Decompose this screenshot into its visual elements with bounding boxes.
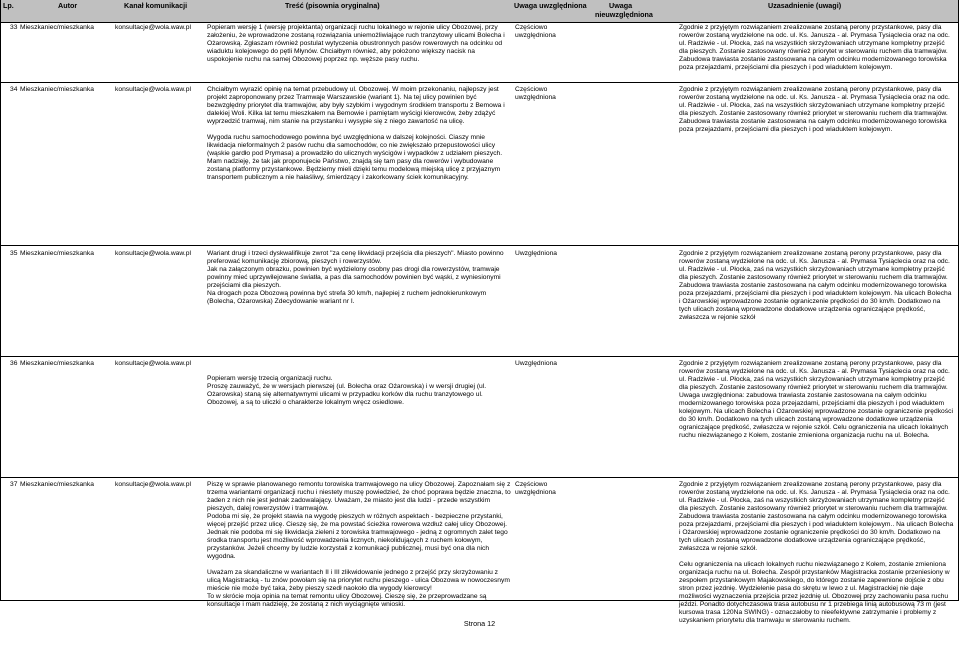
row-channel: konsultacje@wola.waw.pl [115,360,191,367]
table-border-left [0,0,1,600]
row-number: 35 [10,250,18,257]
row-content: Popieram wersję 1 (wersję projektanta) organizacji ruchu lokalnego w rejonie ulicy Obozowej, przy założeniu, że wprowadzone zostaną rozwiązania uniemożliwiające ruch tranzytowy ulicami Bolecha i Ożarowską. Zgłaszam również postulat wytyczenia obustronnych pasów rowerowych na odcinku od wiaduktu kolejowego do pętli Młynów. Chciałbym również, aby położono większy nacisk na uspokojenie ruchu na samej Obozowej poprzez np. węższe pasy ruchu. [207,24,505,63]
row-accepted: Uwzględniona [515,360,558,367]
col-nieuwzg-2: nieuwzględniona [595,10,653,19]
col-tresc: Treść (pisownia oryginalna) [285,1,380,10]
row-divider [0,245,959,246]
row-justification: Zgodnie z przyjętym rozwiązaniem zrealizowane zostaną perony przystankowe, pasy dla rowerów zostaną wydzielone na odc. ul. Ks. Janusza - al. Prymasa Tysiąclecia oraz na odc. ul. Radziwie - ul. Płocka, zaś na wszystkich skrzyżowaniach utrzymane kompletny przejść dla pieszych. Zostanie zastosowany również priorytet w sterowaniu ruchem dla tramwajów. Zabudowa trawiasta zostanie zastosowana na całym odcinku modernizowanego torowiska poza przejazdami, przejściami dla pieszych i pod wiaduktem kolejowym. [679,24,950,71]
row-author: Mieszkaniec/mieszkanka [20,250,94,257]
row-justification: Zgodnie z przyjętym rozwiązaniem zrealizowane zostaną perony przystankowe, pasy dla rowerów zostaną wydzielone na odc. ul. Ks. Janusza - al. Prymasa Tysiąclecia oraz na odc. ul. Radziwie - ul. Płocka, zaś na wszystkich skrzyżowaniach utrzymane kompletny przejść dla pieszych. Zostanie zastosowany również priorytet w sterowaniu ruchem dla tramwajów. Zabudowa trawiasta zostanie zastosowana na całym odcinku modernizowanego torowiska poza przejazdami, przejściami dla pieszych i pod wiaduktem kolejowym. [679,86,950,133]
row-channel: konsultacje@wola.waw.pl [115,481,191,488]
col-kanal: Kanał komunikacji [124,1,188,10]
row-accepted: Częściowo uwzględniona [515,481,556,496]
table-header [0,0,959,22]
row-number: 36 [10,360,18,367]
row-author: Mieszkaniec/mieszkanka [20,481,94,488]
col-uzas: Uzasadnienie (uwagi) [768,1,842,10]
row-channel: konsultacje@wola.waw.pl [115,24,191,31]
row-divider [0,82,959,83]
col-lp: Lp. [3,1,14,10]
row-divider [0,477,959,478]
col-autor: Autor [58,1,78,10]
row-channel: konsultacje@wola.waw.pl [115,250,191,257]
row-justification: Zgodnie z przyjętym rozwiązaniem zrealizowane zostaną perony przystankowe, pasy dla rowerów zostaną wydzielone na odc. ul. Ks. Janusza - al. Prymasa Tysiąclecia oraz na odc. ul. Radziwie - ul. Płocka, zaś na wszystkich skrzyżowaniach utrzymane kompletny przejść dla pieszych. Zostanie zastosowany również priorytet w sterowaniu ruchem dla tramwajów. Zabudowa trawiasta zostanie zastosowana na całym odcinku modernizowanego torowiska poza przejazdami, przejściami dla pieszych i pod wiaduktem kolejowym.. Na ulicach Bolecha i Ożarowskiej wprowadzone zostanie ograniczenie prędkości do 30 km/h. Dodatkowo na tych ulicach zostaną wprowadzone dodatkowe urządzenia ograniczające prędkość, zwłaszcza w rejonie szkół. Celu ograniczenia na ulicach lokalnych ruchu niezwiązanego z Kołem, zostanie zmieniona organizacja ruchu na ul. Bolecha. Zespół przystanków Magistracka zostanie przeniesiony w zespołem przystankowym Majakowskiego, do którego zostanie zapewnione dojście z obu stron przez jezdnię. Wydzielenie pasa do skrętu w lewo z ul. Magistrackiej nie daje możliwości wyznaczenia przejścia przez jezdnię ul. Obozowej przy zachowaniu pasa ruchu jeździ. Ponadto dotychczasowa trasa autobusu nr 1 przebiega linią autobusową 73 m (jest kursowa trasa 120Na SWING) - oznaczałoby to nieefektywne zatrzymanie i problemy z uzyskaniem priorytetu dla tramwaju w sterowaniu ruchem. [679,481,954,624]
row-content: Chciałbym wyrazić opinię na temat przebudowy ul. Obozowej. W moim przekonaniu, najlepszy jest projekt zaproponowany przez Tramwaje Warszawskie (wariant 1). Na tej ulicy powinien być bezwzględny priorytet dla tramwajów, aby były szybkim i wygodnym środkiem transportu z Bemowa i dalekiej Woli. Kilka lat temu mieszkałem na Bemowie i pamiętam wyścigi kierowców, żeby zdążyć wyprzedzić tramwaj, nim stanie na przystanku i wysypie się z niego zawartość na ulicę. Wygoda ruchu samochodowego powinna być uwzględniona w dalszej kolejności. Ciaszy mnie likwidacja nieformalnych 2 pasów ruchu dla samochodów, co nie zwiększało przepustowości ulicy (wąskie gardło pod Prymasa) a prowadziło do ulicznych wyścigów i wypadków z udziałem pieszych. Mam nadzieję, że tak jak proponujecie Państwo, znajdą się tam pasy dla rowerów i wybudowane zostaną platformy przystankowe. Będziemy mieli dzięki temu modelową miejską ulicę z przyjaznym transportem publicznym a nie hałaśliwy, śmierdzący i zakorkowany ściek komunikacyjny. [207,86,505,181]
row-author: Mieszkaniec/mieszkanka [20,360,94,367]
row-accepted: Częściowo uwzględniona [515,24,556,39]
row-number: 34 [10,86,18,93]
page-number: Strona 12 [463,619,496,628]
col-nieuwzg-1: Uwaga [609,1,633,10]
row-author: Mieszkaniec/mieszkanka [20,86,94,93]
row-number: 33 [10,24,18,31]
row-accepted: Uwzględniona [515,250,558,257]
col-uwzg: Uwaga uwzględniona [514,1,587,10]
row-channel: konsultacje@wola.waw.pl [115,86,191,93]
row-author: Mieszkaniec/mieszkanka [20,24,94,31]
row-justification: Zgodnie z przyjętym rozwiązaniem zrealizowane zostaną perony przystankowe, pasy dla rowerów zostaną wydzielone na odc. ul. Ks. Janusza - al. Prymasa Tysiąclecia oraz na odc. ul. Radziwie - ul. Płocka, zaś na wszystkich skrzyżowaniach utrzymane kompletny przejść dla pieszych. Zostanie zastosowany również priorytet w sterowaniu ruchem dla tramwajów. Zabudowa trawiasta zostanie zastosowana na całym odcinku modernizowanego torowiska poza przejazdami, przejściami dla pieszych i pod wiaduktem kolejowym. Na ulicach Bolecha i Ożarowskiej wprowadzone zostanie ograniczenie prędkości do 30 km/h. Dodatkowo na tych ulicach zostaną wprowadzone dodatkowe urządzenia ograniczające prędkość, zwłaszcza w rejonie szkół [679,250,952,321]
row-content: Piszę w sprawie planowanego remontu torowiska tramwajowego na ulicy Obozowej. Zapoznałam się z trzema wariantami organizacji ruchu i niestety muszę powiedzieć, że choć poprawa będzie znaczna, to żaden z nich nie jest jednak zadowalający. Uważam, że miasto jest dla ludzi - przede wszystkim pieszych, dalej rowerzystów i tramwajów. Podoba mi się, że projekt stawia na wygodę pieszych w różnych aspektach - bezpieczne przystanki, więcej przejść przez ulicę. Cieszę się, że ma powstać ścieżka rowerowa wzdłuż całej ulicy Obozowej. Jednak nie podoba mi się likwidacja zieleni z torowiska tramwajowego - jedną z ogromnych zalet tego środka transportu jest możliwość wprowadzenia licznych, niekolidujących z ruchem kołowym, przystanków. Jeżeli chcemy by ludzie korzystali z komunikacji publicznej, musi być ona dla nich wygodna. Uważam za skandaliczne w wariantach II i III zlikwidowanie jednego z przejść przy skrzyżowaniu z ulicą Magistracką - tu znów powołam się na priorytet ruchu pieszego - ulica Obozowa w nowoczesnym mieście nie może być taka, żeby pieszy szedł naokoło dla wygody kierowcy! To w skrócie moja opinia na temat remontu ulicy Obozowej. Cieszę się, że przeprowadzane są konsultacje i mam nadzieję, że zostaną z nich wyciągnięte wnioski. [207,481,511,608]
row-content: Popieram wersję trzecią organizacji ruchu. Proszę zauważyć, że w wersjach pierwszej (ul. Bolecha oraz Ożarowska) i w wersji drugiej (ul. Ożarowska) staną się alternatywnymi ulicami w przypadku korków dla ruchu tranzytowego ul. Obozowej, a są to uliczki o charakterze lokalnym wręcz osiedlowe. [207,375,487,406]
row-justification: Zgodnie z przyjętym rozwiązaniem zrealizowane zostaną perony przystankowe, pasy dla rowerów zostaną wydzielone na odc. ul. Ks. Janusza - al. Prymasa Tysiąclecia oraz na odc. ul. Radziwie - ul. Płocka, zaś na wszystkich skrzyżowaniach utrzymane kompletny przejść dla pieszych. Zostanie zastosowany również priorytet w sterowaniu ruchem dla tramwajów. Uwaga uwzględniona: zabudowa trawiasta zostanie zastosowana na całym odcinku modernizowanego torowiska poza przejazdami, przejściami dla pieszych i pod wiaduktem kolejowym. Na ulicach Bolecha i Ożarowskiej wprowadzone zostanie ograniczenie prędkości do 30 km/h. Dodatkowo na tych ulicach zostaną wprowadzone dodatkowe urządzenia ograniczające prędkość, zwłaszcza w rejonie szkół. Celu ograniczenia na ulicach lokalnych ruchu niezwiązanego z Kołem, zostanie zmieniona organizacja ruchu na ul. Bolecha. [679,360,953,439]
row-accepted: Częściowo uwzględniona [515,86,556,101]
row-number: 37 [10,481,18,488]
row-content: Wariant drugi i trzeci dyskwalifikuje zwrot "za cenę likwidacji przejścia dla pieszych". Miasto powinno preferować komunikację zbiorową, pieszych i rowerzystów. Jak na załączonym obrazku, powinien być wydzielony osobny pas drogi dla rowerzystów, tramwaje powinny mieć uprzywilejowane światła, a pas dla samochodów powinien być wąski, z wyniesionymi przejściami dla pieszych. Na drogach poza Obozową powinna być strefa 30 km/h, najlepiej z ruchem jednokierunkowym (Bolecha, Ożarowska) Zdecydowanie wariant nr I. [207,250,504,305]
row-divider [0,356,959,357]
row-divider [0,22,959,23]
